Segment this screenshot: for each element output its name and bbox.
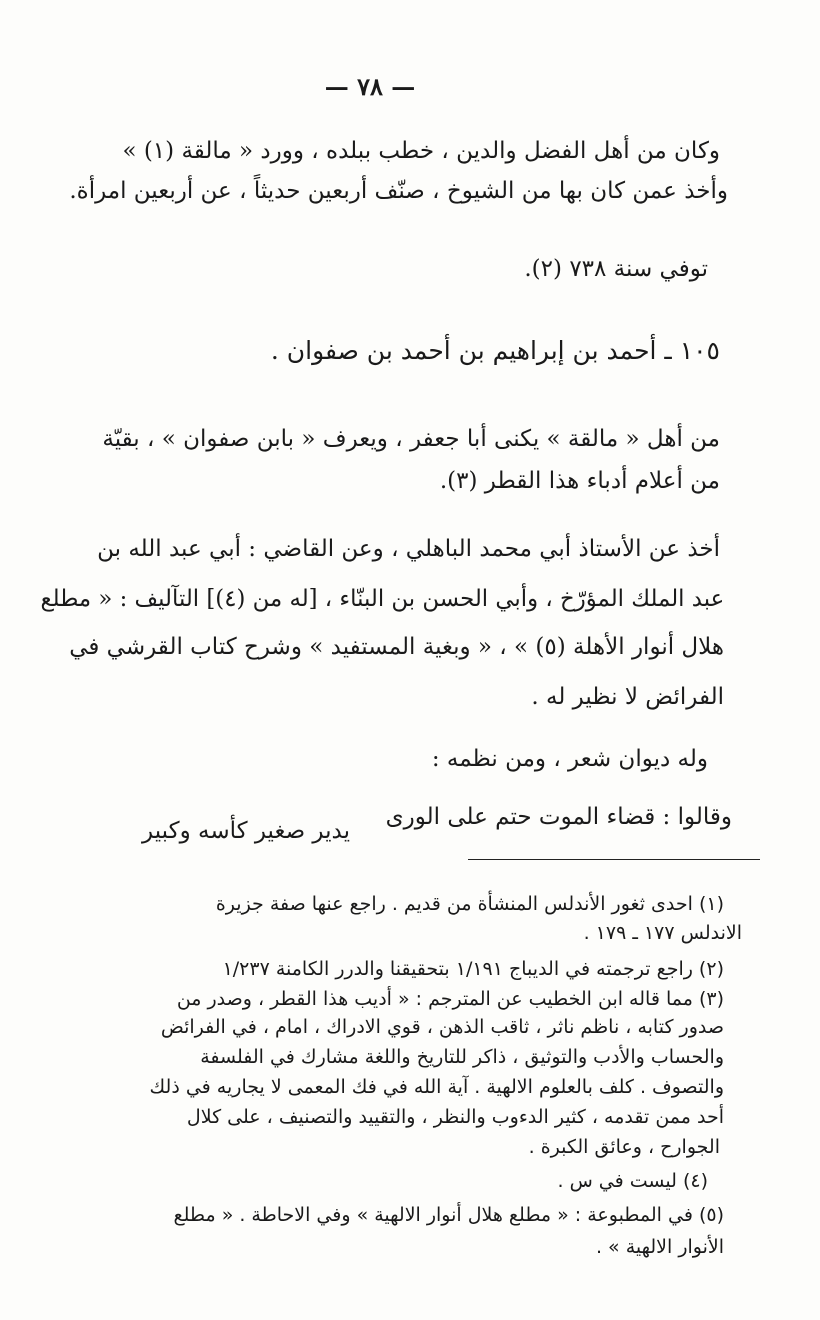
body-line-1: وكان من أهل الفضل والدين ، خطب ببلده ، وورد « مالقة (١) » [122,138,720,164]
body-line-3: توفي سنة ٧٣٨ (٢). [524,256,708,282]
entry-title: ١٠٥ ـ أحمد بن إبراهيم بن أحمد بن صفوان . [270,336,720,365]
footnote-divider [468,859,760,860]
entry-line-6: الفرائض لا نظير له . [531,684,724,710]
footnote-line: (٣) مما قاله ابن الخطيب عن المترجم : « أديب هذا القطر ، وصدر من [176,988,724,1010]
footnote-line: صدور كتابه ، ناظم ناثر ، ثاقب الذهن ، قوي الادراك ، امام ، في الفرائض [160,1016,724,1038]
footnote-line: أحد ممن تقدمه ، كثير الدءوب والنظر ، والتقييد والتصنيف ، على كلال [186,1106,724,1128]
body-line-2: وأخذ عمن كان بها من الشيوخ ، صنّف أربعين حديثاً ، عن أربعين امرأة. [69,178,728,204]
poem-hemistich-right: وقالوا : قضاء الموت حتم على الورى [385,804,732,830]
footnote-line: (٢) راجع ترجمته في الديباج ١/١٩١ بتحقيقنا والدرر الكامنة ١/٢٣٧ [222,958,724,980]
poem-hemistich-left: يدير صغير كأسه وكبير [142,818,350,844]
entry-line-7: وله ديوان شعر ، ومن نظمه : [431,746,708,772]
footnote-line: الجوارح ، وعائق الكبرة . [528,1136,720,1158]
footnote-line: (٤) ليست في س . [557,1170,708,1192]
page-number: — ٧٨ — [324,72,416,101]
entry-line-5: هلال أنوار الأهلة (٥) » ، « وبغية المستفيد » وشرح كتاب القرشي في [69,634,724,660]
entry-line-4: عبد الملك المؤرّخ ، وأبي الحسن بن البنّاء ، [له من (٤)] التآليف : « مطلع [40,586,725,612]
entry-line-1: من أهل « مالقة » يكنى أبا جعفر ، ويعرف « بابن صفوان » ، بقيّة [102,426,720,452]
footnote-line: الاندلس ١٧٧ ـ ١٧٩ . [583,922,742,944]
footnote-line: (٥) في المطبوعة : « مطلع هلال أنوار الالهية » وفي الاحاطة . « مطلع [173,1204,724,1226]
footnote-line: الأنوار الالهية » . [595,1236,724,1258]
entry-line-2: من أعلام أدباء هذا القطر (٣). [439,468,720,494]
footnote-line: والتصوف . كلف بالعلوم الالهية . آية الله في فك المعمى لا يجاريه في ذلك [149,1076,724,1098]
footnote-line: (١) احدى ثغور الأندلس المنشأة من قديم . راجع عنها صفة جزيرة [215,893,724,915]
footnote-line: والحساب والأدب والتوثيق ، ذاكر للتاريخ واللغة مشارك في الفلسفة [200,1046,724,1068]
entry-line-3: أخذ عن الأستاذ أبي محمد الباهلي ، وعن القاضي : أبي عبد الله بن [97,536,720,562]
